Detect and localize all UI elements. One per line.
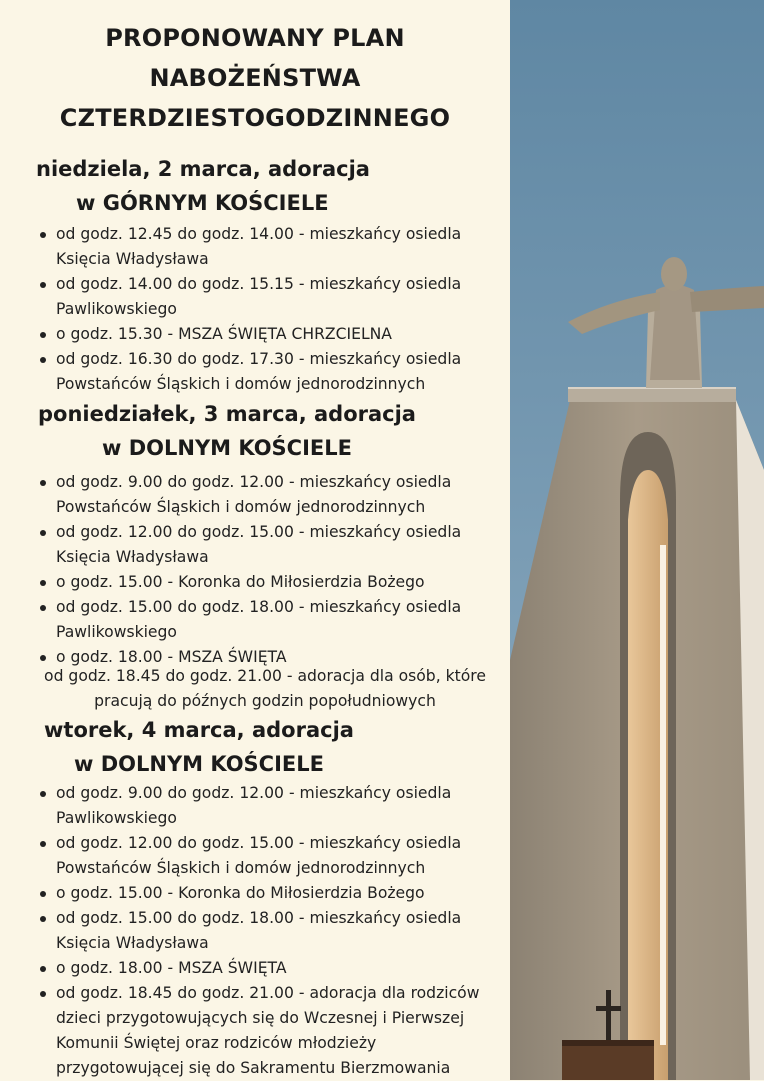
list-item: o godz. 18.00 - MSZA ŚWIĘTA (38, 956, 479, 981)
sunday-heading: niedziela, 2 marca, adoracja (36, 157, 370, 181)
monday-schedule (38, 470, 461, 670)
title-line-2: NABOŻEŃSTWA (149, 64, 361, 92)
sunday-schedule (38, 222, 461, 397)
title-line-3: CZTERDZIESTOGODZINNEGO (59, 104, 451, 132)
list-item: od godz. 12.00 do godz. 15.00 - mieszkańcy osiedla Księcia Władysława (38, 520, 461, 570)
tuesday-heading: wtorek, 4 marca, adoracja (44, 718, 354, 742)
statue-head (661, 257, 687, 291)
railing (568, 388, 736, 402)
list-item: od godz. 9.00 do godz. 12.00 - mieszkańcy osiedla Powstańców Śląskich i domów jednorodzinnych (38, 470, 461, 520)
list-item: od godz. 12.00 do godz. 15.00 - mieszkańcy osiedla Powstańców Śląskich i domów jednorodzinnych (38, 831, 479, 881)
list-item: od godz. 12.45 do godz. 14.00 - mieszkańcy osiedla Księcia Władysława (38, 222, 461, 272)
list-item: od godz. 16.30 do godz. 17.30 - mieszkańcy osiedla Powstańców Śląskich i domów jednorodzinnych (38, 347, 461, 397)
list-item: od godz. 9.00 do godz. 12.00 - mieszkańcy osiedla Pawlikowskiego (38, 781, 479, 831)
list-item: o godz. 15.00 - Koronka do Miłosierdzia Bożego (38, 570, 461, 595)
monday-heading: poniedziałek, 3 marca, adoracja (38, 402, 416, 426)
list-item: od godz. 15.00 do godz. 18.00 - mieszkańcy osiedla Pawlikowskiego (38, 595, 461, 645)
list-item: o godz. 18.00 - MSZA ŚWIĘTA (38, 645, 461, 670)
tuesday-church: w DOLNYM KOŚCIELE (74, 752, 324, 776)
page-title (0, 18, 510, 138)
arch-highlight (660, 545, 666, 1045)
list-item: od godz. 18.45 do godz. 21.00 - adoracja dla rodziców dzieci przygotowujących się do Wczesnej i Pierwszej Komunii Świętej oraz rodziców młodzieży przygotowującej się do Sakramentu Bierzmowania (38, 981, 479, 1081)
list-item: o godz. 15.00 - Koronka do Miłosierdzia Bożego (38, 881, 479, 906)
sunday-church: w GÓRNYM KOŚCIELE (76, 191, 329, 215)
monday-evening-adoration: od godz. 18.45 do godz. 21.00 - adoracja dla osób, które pracują do późnych godzin popołudniowych (44, 667, 486, 710)
monument-illustration (510, 0, 764, 1080)
monday-church: w DOLNYM KOŚCIELE (102, 436, 352, 460)
tuesday-schedule (38, 781, 479, 1081)
list-item: od godz. 14.00 do godz. 15.15 - mieszkańcy osiedla Pawlikowskiego (38, 272, 461, 322)
list-item: o godz. 15.30 - MSZA ŚWIĘTA CHRZCIELNA (38, 322, 461, 347)
monument-photo (510, 0, 764, 1080)
title-line-1: PROPONOWANY PLAN (105, 24, 405, 52)
list-item: od godz. 15.00 do godz. 18.00 - mieszkańcy osiedla Księcia Władysława (38, 906, 479, 956)
